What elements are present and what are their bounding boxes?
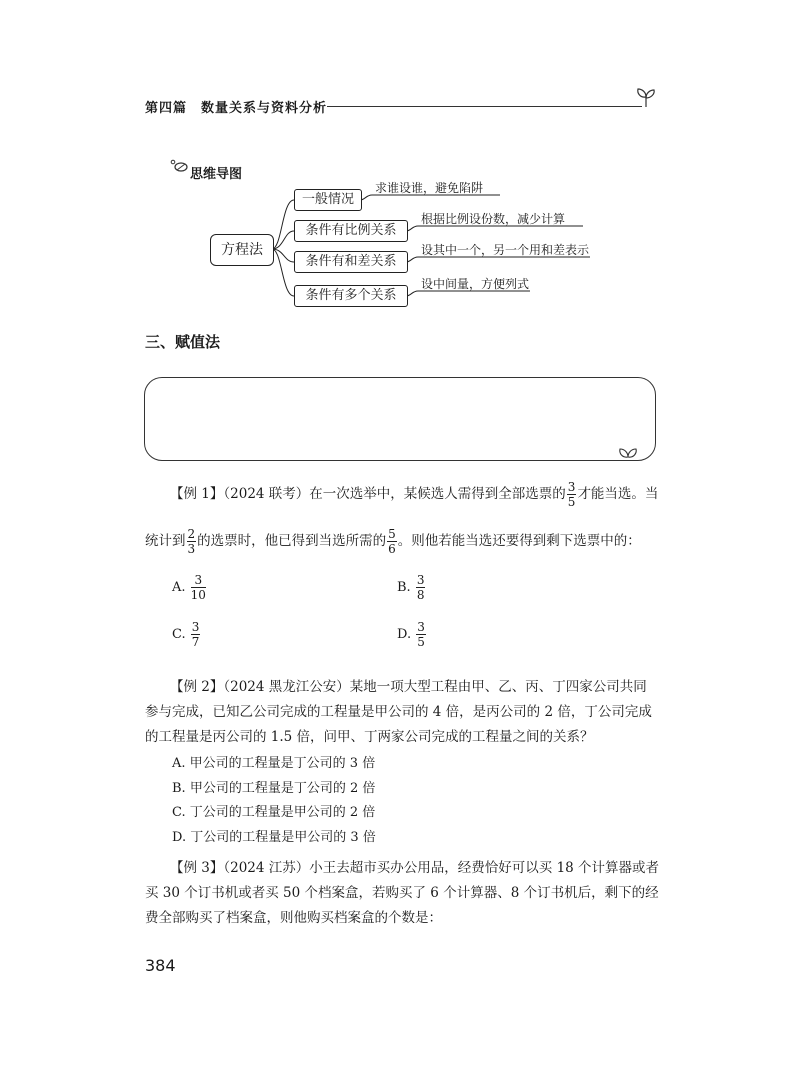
example2-option-b: B. 甲公司的工程量是丁公司的 2 倍 bbox=[172, 781, 376, 796]
example1-text: 。则他若能当选还要得到剩下选票中的： bbox=[397, 533, 641, 549]
mind-map-note: 设其中一个，另一个用和差表示 bbox=[421, 243, 590, 257]
example3-line2: 买 30 个订书机或者买 50 个档案盒，若购买了 6 个计算器、8 个订书机后，剩下的经 bbox=[145, 885, 659, 901]
example2-line1: 【例 2】（2024 黑龙江公安）某地一项大型工程由甲、乙、丙、丁四家公司共同 bbox=[170, 679, 647, 695]
example2-option-c: C. 丁公司的工程量是甲公司的 2 倍 bbox=[172, 805, 376, 820]
example1-text: 的选票时，他已得到当选所需的 bbox=[197, 533, 387, 549]
mind-map-note: 求谁设谁，避免陷阱 bbox=[375, 181, 484, 195]
option-b: B. $\frac{3}{8}$ bbox=[397, 573, 425, 602]
example1-text: 统计到 bbox=[145, 533, 186, 549]
example1-line1 bbox=[170, 480, 658, 509]
page-number: 384 bbox=[145, 956, 176, 975]
example2-option-a: A. 甲公司的工程量是丁公司的 3 倍 bbox=[172, 756, 376, 771]
example1-line2 bbox=[145, 527, 641, 556]
fraction: $\frac{5}{6}$ bbox=[388, 527, 396, 556]
mind-map-branch: 条件有比例关系 bbox=[294, 220, 408, 242]
option-a: A. $\frac{3}{10}$ bbox=[172, 573, 206, 602]
section-title: 三、赋值法 bbox=[145, 333, 221, 351]
option-c: C. $\frac{3}{7}$ bbox=[172, 620, 200, 649]
example-tag: 【例 1】 bbox=[170, 486, 224, 502]
fraction: $\frac{2}{3}$ bbox=[187, 527, 196, 556]
leaf-icon bbox=[617, 445, 639, 459]
example1-text: 才能当选。当 bbox=[577, 486, 659, 502]
fraction: $\frac{3}{5}$ bbox=[567, 480, 576, 509]
mind-map-note: 根据比例设份数，减少计算 bbox=[421, 212, 566, 226]
example1-text: 在一次选举中，某候选人需得到全部选票的 bbox=[309, 486, 566, 502]
mind-map-branch: 条件有和差关系 bbox=[294, 251, 408, 273]
option-d: D. $\frac{3}{5}$ bbox=[397, 620, 425, 649]
mind-map-title: 思维导图 bbox=[190, 167, 243, 182]
example-source: （2024 联考） bbox=[223, 486, 310, 502]
running-header: 第四篇 数量关系与资料分析 bbox=[145, 101, 328, 116]
mind-map-root: 方程法 bbox=[210, 234, 274, 266]
example3-line1: 【例 3】（2024 江苏）小王去超市买办公用品，经费恰好可以买 18 个计算器或者 bbox=[170, 860, 660, 876]
example2-line3: 的工程量是丙公司的 1.5 倍，问甲、丁两家公司完成的工程量之间的关系？ bbox=[145, 729, 594, 745]
mind-map-note: 设中间量，方便列式 bbox=[421, 277, 530, 291]
example3-line3: 费全部购买了档案盒，则他购买档案盒的个数是： bbox=[145, 910, 442, 926]
note-box bbox=[144, 377, 656, 461]
mind-map-branch: 条件有多个关系 bbox=[294, 285, 408, 307]
mind-map-branch: 一般情况 bbox=[294, 189, 362, 211]
example2-option-d: D. 丁公司的工程量是甲公司的 3 倍 bbox=[172, 830, 376, 845]
example2-line2: 参与完成，已知乙公司完成的工程量是甲公司的 4 倍，是丙公司的 2 倍，丁公司完成 bbox=[145, 704, 652, 720]
